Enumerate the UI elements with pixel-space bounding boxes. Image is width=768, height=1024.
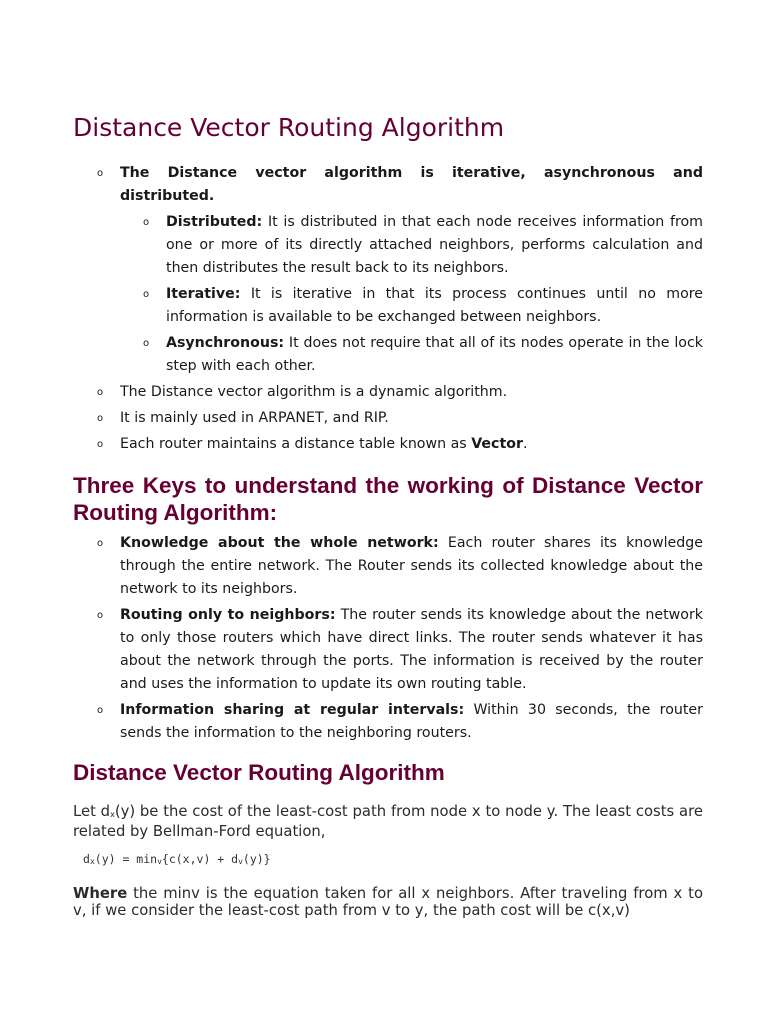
item-text: .: [522, 436, 528, 452]
list-item: [73, 211, 703, 280]
keys-section: [73, 532, 703, 745]
eq-sub: v: [238, 857, 243, 866]
bullet-marker: o: [97, 538, 104, 549]
eq-part: (y) = min: [94, 852, 158, 866]
list-item: [73, 381, 703, 404]
bellman-ford-equation: [83, 852, 271, 866]
item-bold-text: Distributed:: [166, 214, 263, 230]
sub-list: [73, 211, 703, 378]
paragraph-text: Let d: [73, 803, 111, 820]
eq-sub: x: [89, 857, 95, 866]
keys-list: [73, 532, 703, 745]
item-bold-text: The Distance vector algorithm is iterative, asynchronous and distributed.: [120, 165, 703, 204]
list-item: [73, 283, 703, 329]
paragraph-text: (y) be the cost of the least-cost path from node x to node y. The least costs are related by Bellman-Ford equation,: [73, 803, 703, 840]
algo-paragraph: [73, 803, 703, 840]
subscript: x: [110, 810, 115, 819]
bullet-marker: o: [97, 439, 104, 450]
keys-heading: Three Keys to understand the working of Distance Vector Routing Algorithm:: [73, 473, 703, 525]
page-title: Distance Vector Routing Algorithm: [73, 113, 505, 142]
item-text: It is mainly used in ARPANET, and RIP.: [120, 410, 389, 426]
item-text: It is iterative in that its process continues until no more information is available to be exchanged between neighbors.: [166, 286, 703, 325]
item-text: It is distributed in that each node receives information from one or more of its directly attached neighbors, performs calculation and then distributes the result back to its neighbors.: [166, 214, 703, 276]
where-paragraph: [73, 885, 703, 919]
paragraph-text: the minv is the equation taken for all x neighbors. After traveling from x to v, if we consider the least-cost path from v to y, the path cost will be c(x,v): [73, 885, 703, 919]
list-item: [73, 162, 703, 208]
list-item: [73, 433, 703, 456]
item-text: Each router shares its knowledge through the entire network. The Router sends its collected knowledge about the network to its neighbors.: [120, 535, 703, 597]
intro-section: [73, 162, 703, 456]
intro-list: [73, 162, 703, 208]
bullet-marker: o: [143, 217, 150, 228]
bullet-marker: o: [97, 610, 104, 621]
eq-part: d: [83, 852, 90, 866]
bullet-marker: o: [97, 387, 104, 398]
item-bold-text: Routing only to neighbors:: [120, 607, 336, 623]
item-bold-text: Information sharing at regular intervals:: [120, 702, 465, 718]
list-item: [73, 532, 703, 601]
item-bold-text: Iterative:: [166, 286, 241, 302]
item-bold-text: Asynchronous:: [166, 335, 285, 351]
item-bold-text: Knowledge about the whole network:: [120, 535, 439, 551]
item-text: Within 30 seconds, the router sends the information to the neighboring routers.: [120, 702, 703, 741]
bullet-marker: o: [97, 413, 104, 424]
eq-part: (y)}: [242, 852, 271, 866]
list-item: [73, 332, 703, 378]
bullet-marker: o: [143, 338, 150, 349]
list-item: [73, 407, 703, 430]
item-text: Each router maintains a distance table known as: [120, 436, 472, 452]
item-text: The router sends its knowledge about the network to only those routers which have direct links. The router sends whatever it has about the network through the ports. The information is received by the router and uses the information to update its own routing table.: [120, 607, 703, 692]
bullet-marker: o: [97, 168, 104, 179]
item-text: The Distance vector algorithm is a dynamic algorithm.: [120, 384, 508, 400]
eq-part: {c(x,v) + d: [161, 852, 239, 866]
item-bold-text: Vector: [471, 436, 523, 452]
list-item: [73, 699, 703, 745]
eq-sub: v: [157, 857, 162, 866]
bullet-marker: o: [97, 705, 104, 716]
bullet-marker: o: [143, 289, 150, 300]
item-text: It does not require that all of its nodes operate in the lock step with each other.: [166, 335, 703, 374]
list-item: [73, 604, 703, 696]
paragraph-bold-text: Where: [73, 885, 128, 902]
algo-heading: Distance Vector Routing Algorithm: [73, 760, 445, 785]
more-list: [73, 381, 703, 456]
